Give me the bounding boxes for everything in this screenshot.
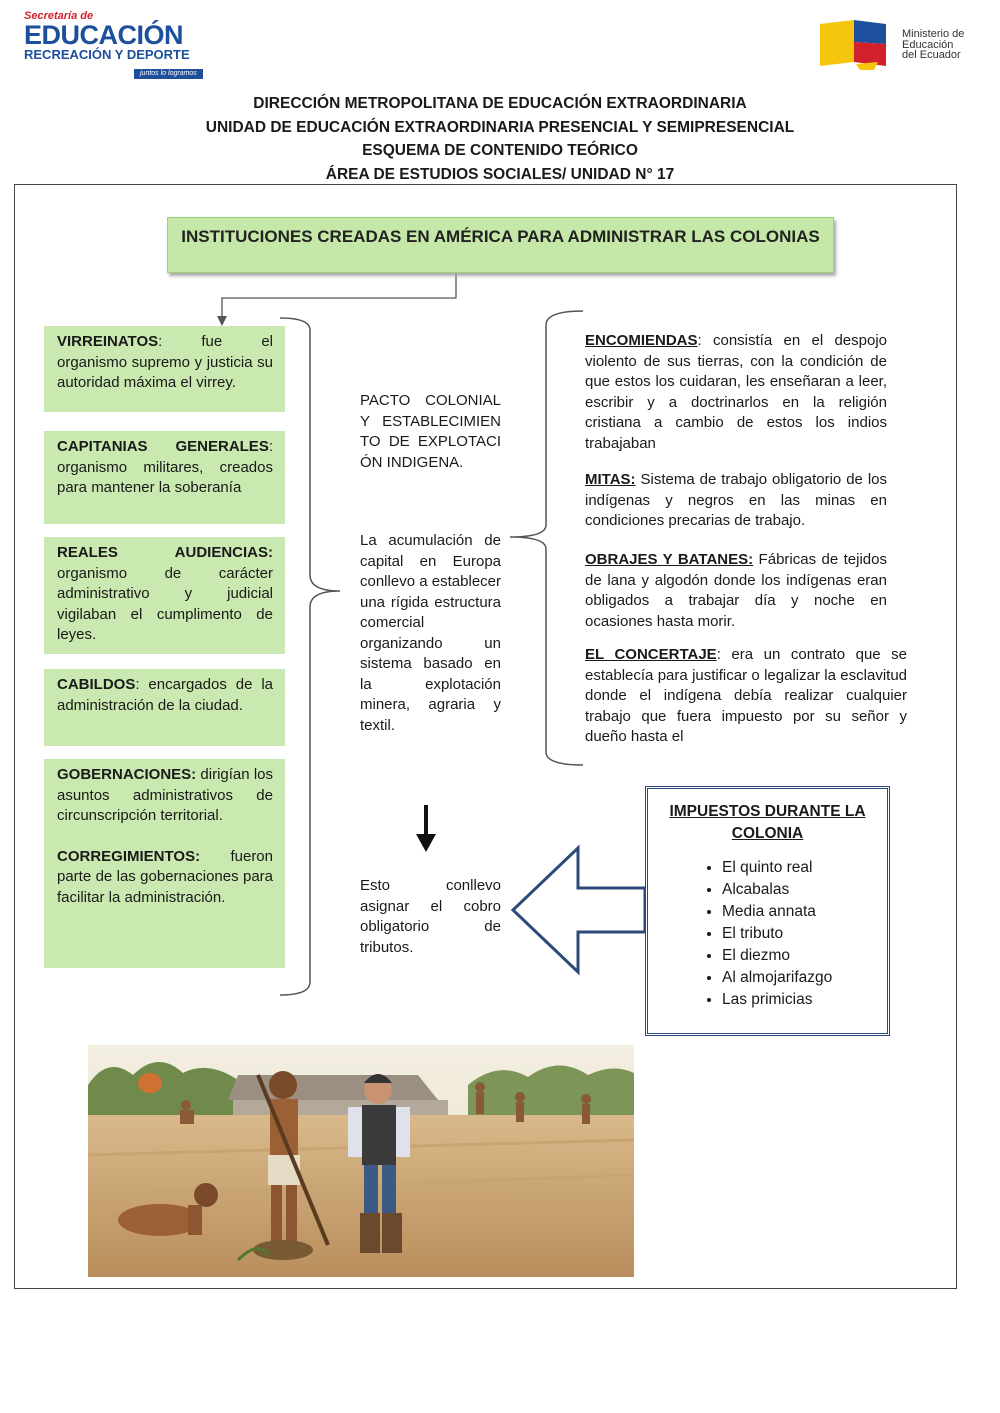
term-concertaje: EL CONCERTAJE <box>585 646 717 663</box>
colonial-labor-illustration <box>88 1045 634 1277</box>
logo-left-tagline: juntos lo logramos <box>134 69 203 79</box>
title-line-3: ESQUEMA DE CONTENIDO TEÓRICO <box>362 142 638 159</box>
title-line-1: DIRECCIÓN METROPOLITANA DE EDUCACIÓN EXTRAORDINARIA <box>253 95 747 112</box>
center-result: Esto conllevo asignar el cobro obligatorio de tributos. <box>360 877 501 956</box>
logo-left-line1: Secretaría de <box>24 10 94 22</box>
list-item: • Al almojarifazgo <box>722 967 887 989</box>
title-line-4: ÁREA DE ESTUDIOS SOCIALES/ UNIDAD N° 17 <box>325 165 675 183</box>
center-paragraph: La acumulación de capital en Europa conllevo a establecer una rígida estructura comercial organizando un sistema basado en la explotación minera, agraria y textil. <box>360 532 501 734</box>
logo-left-line3: RECREACIÓN Y DEPORTE <box>24 47 190 62</box>
item-concertaje: EL CONCERTAJE: era un contrato que se establecía para justificar o legalizar la esclavitud donde el indígena debía realizar cualquier trabajo que fuera impuesto por su señor y dueño hasta el <box>585 646 907 745</box>
taxes-list <box>648 857 887 1011</box>
term-cabildos: CABILDOS <box>57 676 136 693</box>
term-obrajes: OBRAJES Y BATANES: <box>585 551 754 568</box>
term-corregimientos: CORREGIMIENTOS: <box>57 847 201 865</box>
term-reales-audiencias: REALES AUDIENCIAS: <box>57 544 273 561</box>
title-line-2: UNIDAD DE EDUCACIÓN EXTRAORDINARIA PRESENCIAL Y SEMIPRESENCIAL <box>205 118 795 136</box>
list-item: • El quinto real <box>722 857 887 879</box>
box-reales-audiencias: REALES AUDIENCIAS: organismo de carácter administrativo y judicial vigilaban el cumplimento de leyes. <box>44 537 285 654</box>
term-gobernaciones: GOBERNACIONES: <box>57 766 197 783</box>
main-title-box <box>167 217 834 273</box>
down-arrow-icon <box>416 805 436 852</box>
box-gobernaciones <box>44 759 285 968</box>
box-cabildos: CABILDOS: encargados de la administración de la ciudad. <box>44 669 285 746</box>
list-item: • El tributo <box>722 923 887 945</box>
logo-left-line2: EDUCACIÓN <box>24 20 184 50</box>
item-mitas: MITAS: Sistema de trabajo obligatorio de los indígenas y negros en las minas en condiciones precarias de trabajo. <box>585 471 887 529</box>
main-title: INSTITUCIONES CREADAS EN AMÉRICA PARA ADMINISTRAR LAS COLONIAS <box>181 227 820 246</box>
box-virreinatos: VIRREINATOS: fue el organismo supremo y justicia su autoridad máxima el virrey. <box>44 326 285 412</box>
list-item: • Las primicias <box>722 989 887 1011</box>
logo-right-text: Ministerio de Educación del Ecuador <box>902 28 965 61</box>
taxes-title: IMPUESTOS DURANTE LA COLONIA <box>669 803 866 842</box>
term-encomiendas: ENCOMIENDAS <box>585 332 698 349</box>
center-heading: PACTO COLONIAL Y ESTABLECIMIENTO DE EXPLOTACIÓN INDIGENA. <box>360 392 501 471</box>
term-capitanias: CAPITANIAS GENERALES <box>57 438 269 455</box>
list-item: • Alcabalas <box>722 879 887 901</box>
list-item: • Media annata <box>722 901 887 923</box>
gobernaciones-entry: GOBERNACIONES: dirigían los asuntos administrativos de circunscripción territorial. <box>57 766 273 824</box>
box-capitanias: CAPITANIAS GENERALES: organismo militares, creados para mantener la soberanía <box>44 431 285 524</box>
list-item: • El diezmo <box>722 945 887 967</box>
item-obrajes: OBRAJES Y BATANES: Fábricas de tejidos de lana y algodón donde los indígenas eran obligados a trabajar día y noche en ocasiones hasta morir. <box>585 551 887 630</box>
term-mitas: MITAS: <box>585 471 636 488</box>
taxes-box <box>645 786 890 1036</box>
corregimientos-entry: CORREGIMIENTOS: fueron parte de las gobernaciones para facilitar la administración. <box>57 847 273 906</box>
term-virreinatos: VIRREINATOS <box>57 333 159 350</box>
item-encomiendas: ENCOMIENDAS: consistía en el despojo violento de sus tierras, con la condición de que estos los cuidaran, les enseñaran a leer, escribir y a doctrinarlos en la religión cristiana a cambio de estos los indios trabajaban <box>585 332 887 452</box>
